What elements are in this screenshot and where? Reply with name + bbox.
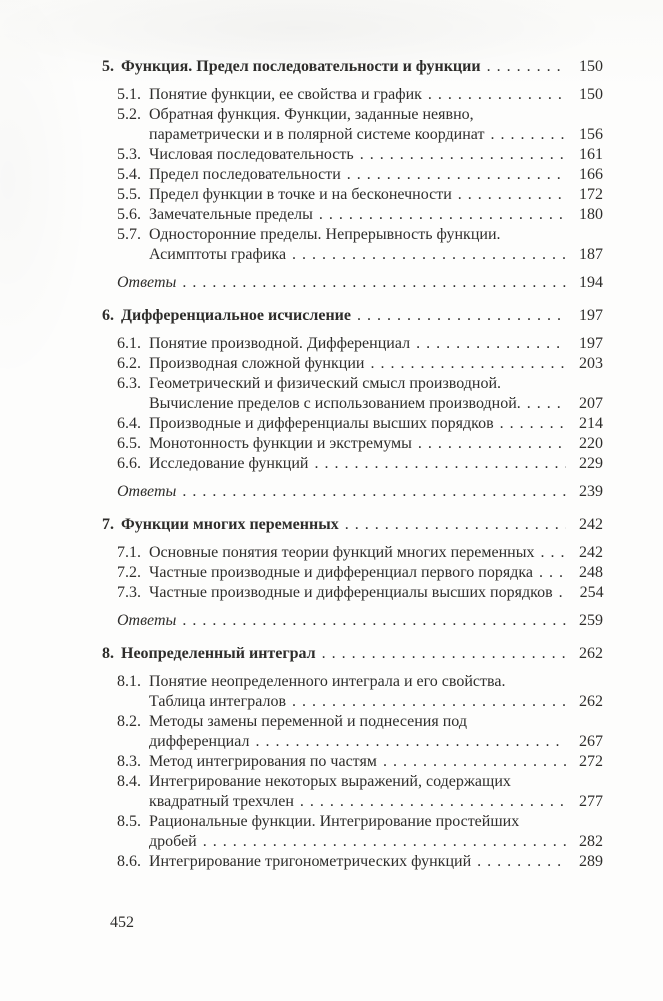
toc-entry-line [102, 543, 603, 563]
item-number: 6.2. [117, 355, 141, 372]
toc-entry-line [102, 105, 603, 125]
page-number: 172 [579, 186, 603, 203]
toc-entry-line [102, 832, 603, 852]
dot-leader [292, 245, 566, 265]
toc-entry-line [102, 354, 603, 374]
item-number: 5.2. [117, 106, 141, 123]
dot-leader [416, 334, 566, 354]
page-number: 242 [579, 516, 603, 533]
item-number: 7.2. [117, 564, 141, 581]
item-number: 5.5. [117, 186, 141, 203]
item-number: 5.7. [117, 226, 141, 243]
toc-entry-line [102, 852, 603, 872]
item-title: Числовая последовательность [149, 146, 354, 163]
dot-leader [182, 273, 566, 293]
toc-entry-line [102, 772, 603, 792]
section-title: Дифференциальное исчисление [121, 307, 351, 324]
page-number: 180 [579, 206, 603, 223]
item-title: квадратный трехчлен [149, 793, 294, 810]
section-number: 8. [102, 645, 114, 662]
section-number: 7. [102, 516, 114, 533]
dot-leader [182, 482, 566, 502]
item-title: Исследование функций [149, 455, 309, 472]
toc-section [102, 515, 603, 631]
toc-entry-line [102, 454, 603, 474]
dot-leader [487, 57, 566, 77]
item-number: 8.4. [117, 773, 141, 790]
page-number: 214 [579, 415, 603, 432]
item-number: 6.1. [117, 335, 141, 352]
item-title: дифференциал [149, 733, 250, 750]
toc-entry-line [102, 205, 603, 225]
page-number: 150 [579, 58, 603, 75]
answers-label: Ответы [117, 483, 177, 500]
toc-entry-line [102, 732, 603, 752]
page-number: 262 [579, 645, 603, 662]
dot-leader [360, 145, 566, 165]
toc-entry-line [102, 225, 603, 245]
section-number: 5. [102, 58, 114, 75]
page-number: 254 [579, 584, 604, 601]
item-title: Монотонность функции и экстремумы [149, 435, 412, 452]
folio-page-number: 452 [110, 914, 134, 931]
page-number: 220 [579, 435, 603, 452]
toc-entry-line [102, 812, 603, 832]
item-title: Частные производные и дифференциал первого порядка [149, 564, 533, 581]
dot-leader [559, 583, 567, 603]
page-number: 242 [579, 544, 603, 561]
page-number: 150 [579, 86, 603, 103]
toc-entry-line [102, 752, 603, 772]
page-number: 197 [579, 307, 603, 324]
dot-leader [345, 515, 566, 535]
toc-entry-line [102, 792, 603, 812]
dot-leader [314, 454, 566, 474]
page-number: 207 [579, 395, 603, 412]
page-number: 166 [579, 166, 603, 183]
item-number: 7.1. [117, 544, 141, 561]
item-number: 5.6. [117, 206, 141, 223]
toc-entry-line [102, 414, 603, 434]
item-number: 8.1. [117, 673, 141, 690]
toc-entry-line [102, 394, 603, 414]
item-title: Понятие неопределенного интеграла и его свойства. [149, 673, 506, 690]
dot-leader [539, 563, 566, 583]
dot-leader [540, 543, 566, 563]
toc-entry-line [102, 185, 603, 205]
item-number: 6.5. [117, 435, 141, 452]
section-title: Функция. Предел последовательности и функции [121, 58, 481, 75]
dot-leader [319, 205, 566, 225]
page-number: 239 [579, 483, 603, 500]
item-title: Рациональные функции. Интегрирование простейших [149, 813, 520, 830]
dot-leader [527, 394, 566, 414]
toc-answers [102, 482, 603, 502]
item-title: Метод интегрирования по частям [149, 753, 377, 770]
dot-leader [490, 125, 566, 145]
item-title: Вычисление пределов с использованием производной. [149, 395, 521, 412]
item-number: 6.6. [117, 455, 141, 472]
answers-label: Ответы [117, 612, 177, 629]
dot-leader [370, 354, 566, 374]
page-number: 203 [579, 355, 603, 372]
page-number: 259 [579, 612, 603, 629]
page-number: 156 [579, 126, 603, 143]
item-title: Основные понятия теории функций многих переменных [149, 544, 535, 561]
dot-leader [500, 414, 566, 434]
page-number: 197 [579, 335, 603, 352]
page-number: 262 [579, 693, 603, 710]
item-title: Понятие функции, ее свойства и график [149, 86, 422, 103]
item-title: Интегрирование некоторых выражений, содержащих [149, 773, 511, 790]
dot-leader [428, 85, 566, 105]
dot-leader [477, 852, 566, 872]
item-number: 8.2. [117, 713, 141, 730]
item-title: Таблица интегралов [149, 693, 286, 710]
section-number: 6. [102, 307, 114, 324]
item-title: Односторонние пределы. Непрерывность функции. [149, 226, 501, 243]
toc-entry-line [102, 583, 603, 603]
page-number: 289 [579, 853, 603, 870]
item-title: Методы замены переменной и поднесения под [149, 713, 467, 730]
dot-leader [255, 732, 566, 752]
item-title: Производная сложной функции [149, 355, 365, 372]
toc-entry-line [102, 334, 603, 354]
item-title: Замечательные пределы [149, 206, 313, 223]
toc-entry-line [102, 245, 603, 265]
item-number: 5.4. [117, 166, 141, 183]
dot-leader [347, 165, 566, 185]
toc-entry-line [102, 434, 603, 454]
page-number: 272 [579, 753, 603, 770]
page-number: 282 [579, 833, 603, 850]
dot-leader [357, 306, 566, 326]
item-number: 8.6. [117, 853, 141, 870]
dot-leader [292, 692, 566, 712]
page-number: 229 [579, 455, 603, 472]
toc-section-heading [102, 57, 603, 77]
toc-section-heading [102, 306, 603, 326]
answers-label: Ответы [117, 274, 177, 291]
toc-entry-line [102, 563, 603, 583]
item-number: 5.3. [117, 146, 141, 163]
item-title: Понятие производной. Дифференциал [149, 335, 411, 352]
toc-section [102, 644, 603, 872]
toc-section [102, 306, 603, 502]
section-title: Неопределенный интеграл [121, 645, 316, 662]
toc-entry-line [102, 374, 603, 394]
toc-page [102, 0, 603, 872]
item-title: дробей [149, 833, 197, 850]
item-title: Асимптоты графика [149, 246, 287, 263]
toc-answers [102, 273, 603, 293]
page-number: 248 [579, 564, 603, 581]
toc-entry-line [102, 712, 603, 732]
page-number: 161 [579, 146, 603, 163]
dot-leader [203, 832, 566, 852]
toc-entry-line [102, 165, 603, 185]
dot-leader [300, 792, 566, 812]
item-title: Геометрический и физический смысл производной. [149, 375, 502, 392]
item-title: Предел последовательности [149, 166, 341, 183]
toc-section-heading [102, 515, 603, 535]
toc-answers [102, 611, 603, 631]
item-title: Интегрирование тригонометрических функций [149, 853, 472, 870]
item-title: Обратная функция. Функции, заданные неявно, [149, 106, 474, 123]
item-number: 6.3. [117, 375, 141, 392]
toc-entry-line [102, 145, 603, 165]
toc-entry-line [102, 125, 603, 145]
item-title: Предел функции в точке и на бесконечности [149, 186, 452, 203]
item-title: Частные производные и дифференциалы высших порядков [149, 584, 553, 601]
item-number: 5.1. [117, 86, 141, 103]
dot-leader [322, 644, 566, 664]
item-number: 8.3. [117, 753, 141, 770]
dot-leader [182, 611, 566, 631]
toc-section [102, 57, 603, 293]
page-number: 277 [579, 793, 603, 810]
item-number: 8.5. [117, 813, 141, 830]
dot-leader [418, 434, 566, 454]
toc-section-heading [102, 644, 603, 664]
item-title: Производные и дифференциалы высших порядков [149, 415, 494, 432]
item-number: 6.4. [117, 415, 141, 432]
page-number: 187 [579, 246, 603, 263]
toc-entry-line [102, 672, 603, 692]
section-title: Функции многих переменных [121, 516, 339, 533]
item-title: параметрически и в полярной системе координат [149, 126, 485, 143]
toc-entry-line [102, 85, 603, 105]
item-number: 7.3. [117, 584, 141, 601]
page-number: 194 [579, 274, 603, 291]
toc-entry-line [102, 692, 603, 712]
page-number: 267 [579, 733, 603, 750]
dot-leader [458, 185, 566, 205]
dot-leader [383, 752, 566, 772]
